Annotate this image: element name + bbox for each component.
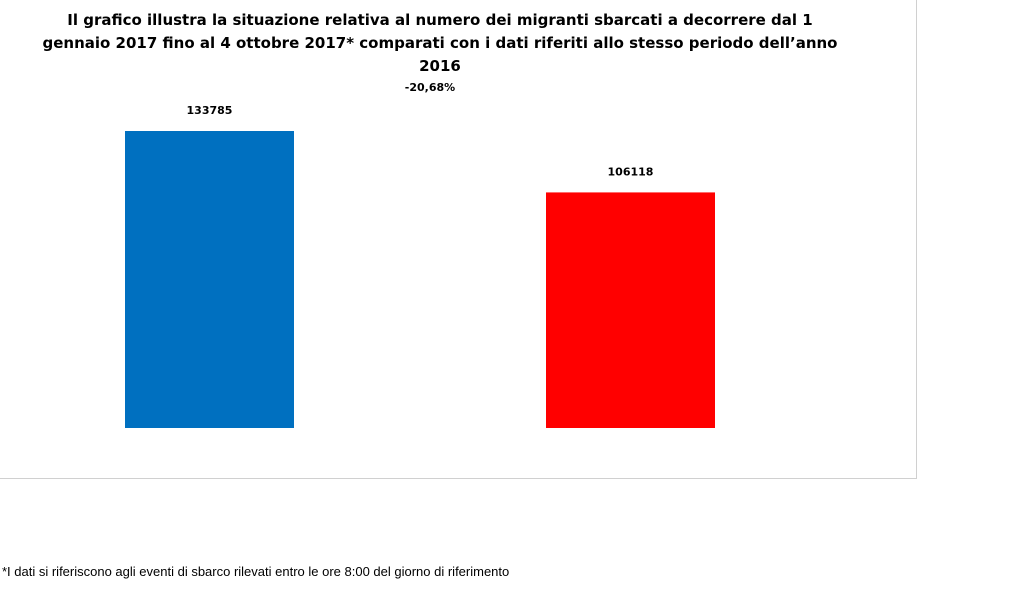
data-label-1: 133785: [186, 104, 233, 117]
data-label-2: 106118: [607, 165, 654, 179]
footnote: *I dati si riferiscono agli eventi di sbarco rilevati entro le ore 8:00 del giorno di riferimento: [2, 564, 510, 579]
chart-subtitle: -20,68%: [404, 81, 456, 94]
bar-1: [125, 131, 294, 428]
bar-2: [546, 192, 715, 428]
chart-title: Il grafico illustra la situazione relativa al numero dei migranti sbarcati a decorrere dal 1 gennaio 2017 fino al 4 ottobre 2017* comparati con i dati riferiti allo stesso periodo dell’anno 2016: [42, 11, 838, 75]
